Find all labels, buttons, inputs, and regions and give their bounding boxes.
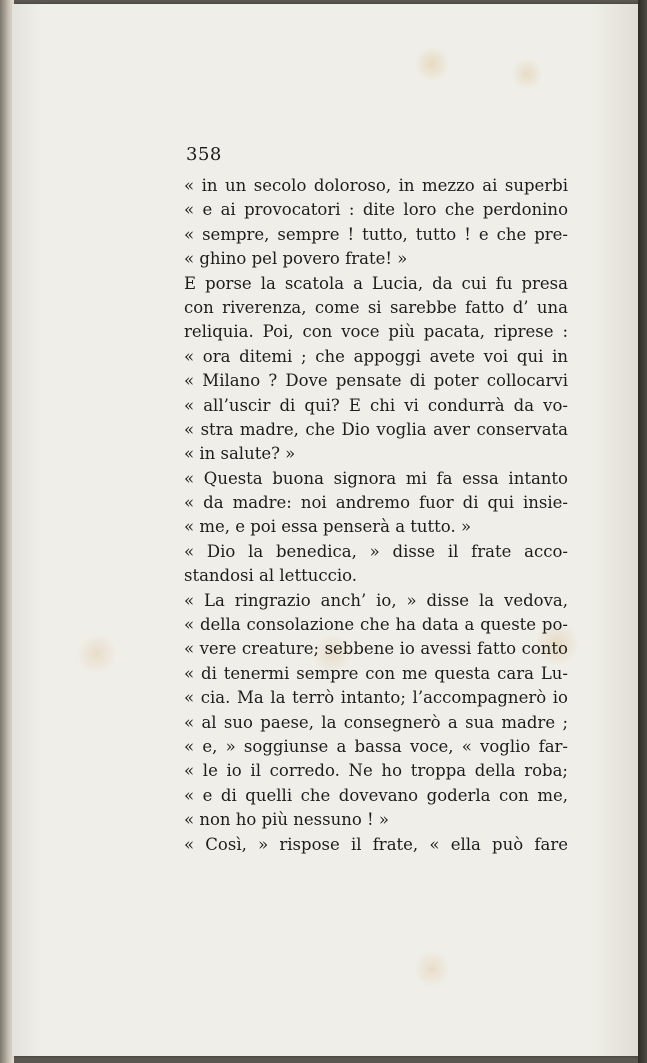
text-line: « non ho più nessuno ! » xyxy=(184,810,390,830)
text-line: « stra madre, che Dio voglia aver conservata xyxy=(184,419,568,439)
text-line: « al suo paese, la consegnerò a sua madre ; xyxy=(184,712,568,732)
text-line: « e ai provocatori : dite loro che perdonino xyxy=(184,200,568,220)
text-line: E porse la scatola a Lucia, da cui fu presa xyxy=(184,273,568,293)
text-line: « vere creature; sebbene io avessi fatto conto xyxy=(184,639,568,659)
text-line: « La ringrazio anch’ io, » disse la vedova, xyxy=(184,590,568,610)
text-line: reliquia. Poi, con voce più pacata, riprese : xyxy=(184,322,568,342)
text-line: « e, » soggiunse a bassa voce, « voglio far- xyxy=(184,736,568,756)
text-line: « me, e poi essa penserà a tutto. » xyxy=(184,517,472,537)
text-line: « in salute? » xyxy=(184,444,296,464)
text-line: « Così, » rispose il frate, « ella può fare xyxy=(184,834,568,854)
text-line: « della consolazione che ha data a queste po- xyxy=(184,615,568,635)
text-line: « sempre, sempre ! tutto, tutto ! e che pre- xyxy=(184,224,568,244)
text-line: « Milano ? Dove pensate di poter collocarvi xyxy=(184,371,568,391)
body-text xyxy=(184,174,568,857)
text-line: « e di quelli che dovevano goderla con me, xyxy=(184,785,568,805)
text-line: « ghino pel povero frate! » xyxy=(184,249,408,269)
page-edge xyxy=(638,0,647,1063)
text-line: « in un secolo doloroso, in mezzo ai superbi xyxy=(184,176,568,195)
text-line: « di tenermi sempre con me questa cara Lu- xyxy=(184,663,568,683)
text-line: « all’uscir di qui? E chi vi condurrà da vo- xyxy=(184,395,568,415)
text-line: standosi al lettuccio. xyxy=(184,566,357,586)
text-line: « da madre: noi andremo fuor di qui insie- xyxy=(184,493,568,513)
text-line: « ora ditemi ; che appoggi avete voi qui in xyxy=(184,346,568,366)
text-line: « Questa buona signora mi fa essa intanto xyxy=(184,468,568,488)
text-line: « cia. Ma la terrò intanto; l’accompagnerò io xyxy=(184,688,568,708)
text-line: « Dio la benedica, » disse il frate acco- xyxy=(184,541,568,561)
text-line: « le io il corredo. Ne ho troppa della roba; xyxy=(184,761,568,781)
page-number: 358 xyxy=(186,144,222,165)
text-line: con riverenza, come si sarebbe fatto d’ una xyxy=(184,297,568,317)
